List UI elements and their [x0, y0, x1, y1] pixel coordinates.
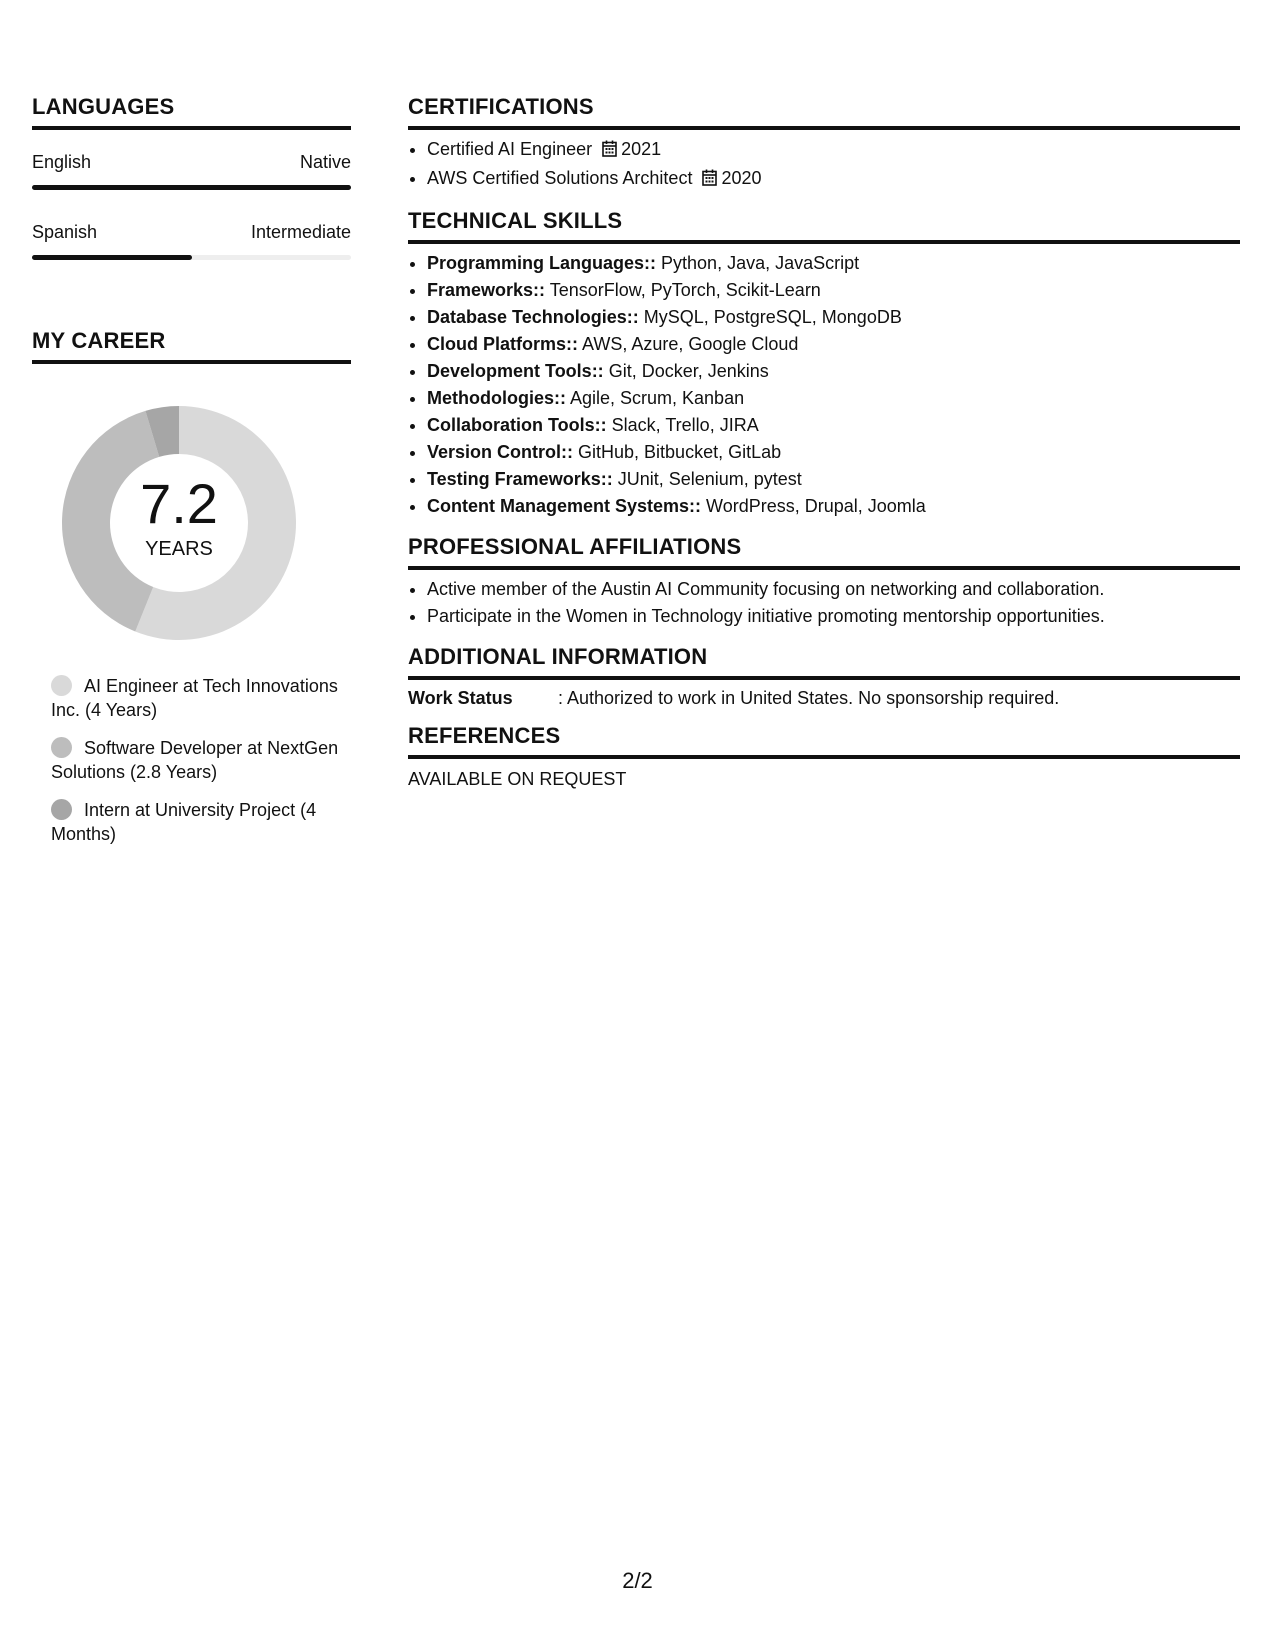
affiliations-list — [408, 576, 1240, 630]
skill-value: Python, Java, JavaScript — [656, 253, 860, 273]
skill-item — [427, 385, 1240, 412]
legend-item — [51, 736, 351, 784]
certification-item — [427, 136, 1240, 165]
language-name: Spanish — [32, 222, 98, 242]
languages-heading: LANGUAGES — [32, 94, 351, 130]
career-legend — [51, 674, 351, 846]
legend-dot — [51, 675, 72, 696]
skill-item — [427, 439, 1240, 466]
skill-item — [427, 466, 1240, 493]
skill-label: Testing Frameworks:: — [427, 469, 613, 489]
work-status-value: : Authorized to work in United States. No sponsorship required. — [558, 688, 1060, 708]
certifications-section — [408, 94, 1240, 194]
skill-item — [427, 250, 1240, 277]
skill-item — [427, 331, 1240, 358]
language-proficiency-fill — [32, 255, 192, 260]
skill-item — [427, 277, 1240, 304]
work-status-row — [408, 688, 1240, 709]
skills-section — [408, 208, 1240, 520]
affiliation-item: • Active member of the Austin AI Community focusing on networking and collaboration. — [427, 576, 1240, 603]
skill-value: GitHub, Bitbucket, GitLab — [573, 442, 782, 462]
skill-label: Collaboration Tools:: — [427, 415, 607, 435]
calendar-icon — [702, 167, 717, 194]
certification-year: 2020 — [721, 168, 762, 188]
language-name: English — [32, 152, 92, 172]
skills-list — [408, 250, 1240, 520]
affiliations-section — [408, 534, 1240, 630]
language-proficiency-bar — [32, 255, 351, 260]
skill-label: Database Technologies:: — [427, 307, 639, 327]
skill-item — [427, 412, 1240, 439]
skill-label: Version Control:: — [427, 442, 574, 462]
skill-label: Frameworks:: — [427, 280, 546, 300]
language-level: Intermediate — [250, 222, 351, 242]
references-text: AVAILABLE ON REQUEST — [408, 769, 627, 789]
skill-value: MySQL, PostgreSQL, MongoDB — [638, 307, 902, 327]
career-donut-chart — [54, 398, 304, 648]
page-number: 2/2 — [622, 1568, 653, 1593]
skill-item — [427, 358, 1240, 385]
language-item — [32, 222, 351, 260]
skill-value: JUnit, Selenium, pytest — [612, 469, 802, 489]
skill-label: Cloud Platforms:: — [427, 334, 578, 354]
skill-value: TensorFlow, PyTorch, Scikit-Learn — [545, 280, 821, 300]
skill-label: Content Management Systems:: — [427, 496, 702, 516]
career-heading: MY CAREER — [32, 328, 351, 364]
skill-value: AWS, Azure, Google Cloud — [578, 334, 799, 354]
certifications-heading: CERTIFICATIONS — [408, 94, 1240, 130]
legend-item — [51, 674, 351, 722]
legend-label: AI Engineer at Tech Innovations Inc. (4 Years) — [51, 676, 338, 720]
language-level: Native — [299, 152, 351, 172]
work-status-label: Work Status — [408, 688, 513, 708]
legend-label: Intern at University Project (4 Months) — [51, 800, 317, 844]
skill-value: WordPress, Drupal, Joomla — [701, 496, 926, 516]
skill-label: Programming Languages:: — [427, 253, 657, 273]
skill-value: Git, Docker, Jenkins — [603, 361, 769, 381]
language-proficiency-fill — [32, 185, 351, 190]
legend-item — [51, 798, 351, 846]
right-column — [408, 94, 1240, 790]
skill-value: Slack, Trello, JIRA — [606, 415, 759, 435]
skill-item — [427, 493, 1240, 520]
skills-heading: TECHNICAL SKILLS — [408, 208, 1240, 244]
skill-item — [427, 304, 1240, 331]
certification-name: Certified AI Engineer — [427, 139, 593, 159]
skill-label: Methodologies:: — [427, 388, 566, 408]
calendar-icon — [602, 138, 617, 165]
certification-name: AWS Certified Solutions Architect — [427, 168, 693, 188]
donut-center — [54, 472, 304, 561]
references-heading: REFERENCES — [408, 723, 1240, 759]
left-column — [32, 94, 351, 860]
career-total-unit: YEARS — [145, 538, 213, 560]
career-total-years: 7.2 — [140, 472, 218, 535]
skill-label: Development Tools:: — [427, 361, 604, 381]
additional-info-section — [408, 644, 1240, 709]
affiliations-heading: PROFESSIONAL AFFILIATIONS — [408, 534, 1240, 570]
language-proficiency-bar — [32, 185, 351, 190]
certification-year: 2021 — [621, 139, 662, 159]
references-section — [408, 723, 1240, 790]
legend-label: Software Developer at NextGen Solutions (2.8 Years) — [51, 738, 339, 782]
additional-info-heading: ADDITIONAL INFORMATION — [408, 644, 1240, 680]
language-item — [32, 152, 351, 190]
skill-value: Agile, Scrum, Kanban — [565, 388, 745, 408]
certifications-list — [408, 136, 1240, 194]
legend-dot — [51, 737, 72, 758]
legend-dot — [51, 799, 72, 820]
certification-item — [427, 165, 1240, 194]
affiliation-item: • Participate in the Women in Technology initiative promoting mentorship opportunities. — [427, 603, 1240, 630]
